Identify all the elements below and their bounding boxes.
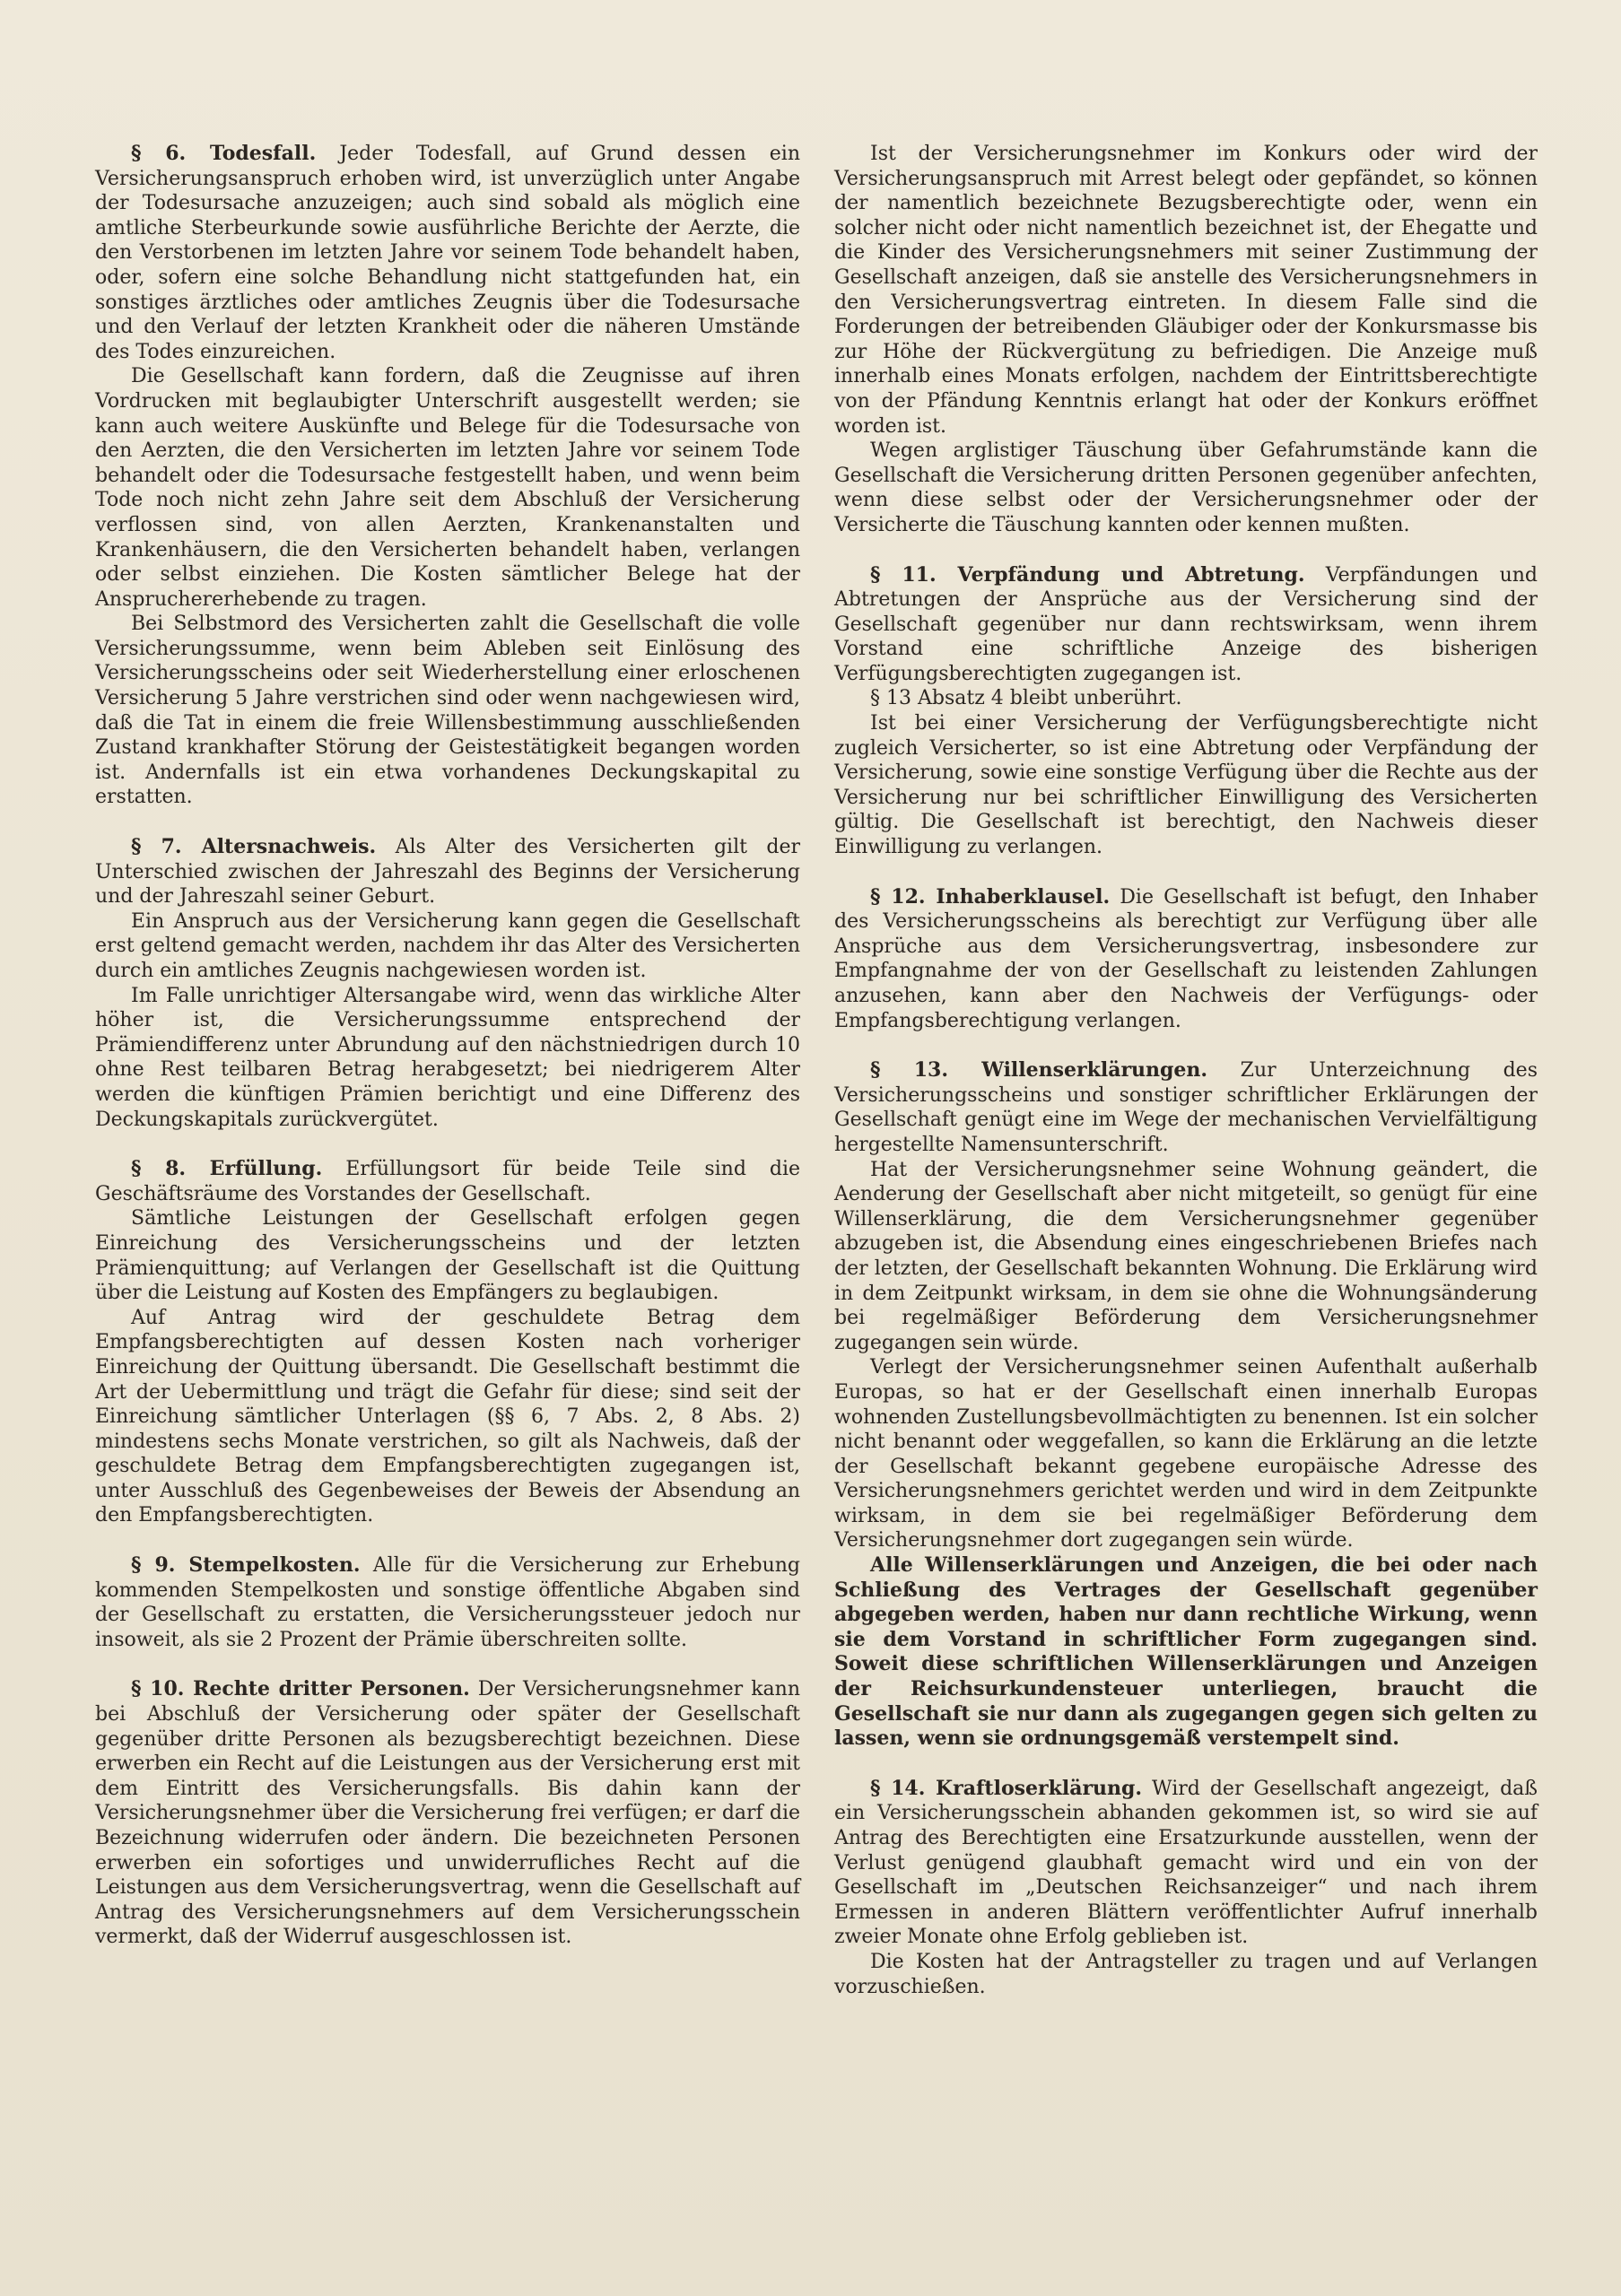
right-column bbox=[834, 142, 1538, 2012]
section-heading: § 13. Willenserklärungen. bbox=[870, 1058, 1208, 1083]
paragraph: Verpfändungen und Abtretungen der Ansprüche aus der Versicherung sind der Gesellschaft gegenüber nur dann rechtswirksam, wenn ihrem Vorstand eine schriftliche Anzeige des bisherigen Verfügungsberechtigten zugegangen ist. bbox=[834, 563, 1538, 685]
paragraph: Ist bei einer Versicherung der Verfügungsberechtigte nicht zugleich Versicherter, so ist eine Abtretung oder Verpfändung der Versicherung, sowie eine sonstige Verfügung über die Rechte aus der Versicherung nur bei schriftlicher Einwilligung des Versicherten gültig. Die Gesellschaft ist berechtigt, den Nachweis dieser Einwilligung zu verlangen. bbox=[834, 712, 1538, 859]
section-heading: § 14. Kraftloserklärung. bbox=[870, 1776, 1143, 1800]
section-10 bbox=[95, 1677, 800, 1950]
bold-paragraph: Alle Willenserklärungen und Anzeigen, die bei oder nach Schließung des Vertrages der Gesellschaft gegenüber abgegeben werden, haben nur dann rechtliche Wirkung, wenn sie dem Vorstand in schriftlicher Form zugegangen sind. Soweit diese schriftlichen Willenserklärungen und Anzeigen der Reichsurkundensteuer unterliegen, braucht die Gesellschaft sie nur dann als zugegangen gegen sich gelten zu lassen, wenn sie ordnungsgemäß verstempelt sind. bbox=[834, 1553, 1538, 1751]
section-8 bbox=[95, 1157, 800, 1528]
paragraph: Die Gesellschaft kann fordern, daß die Zeugnisse auf ihren Vordrucken mit beglaubigter Unterschrift ausgestellt werden; sie kann auch weitere Auskünfte und Belege für die Todesursache von den Aerzten, die den Versicherten im letzten Jahre vor seinem Tode behandelt oder die Todesursache festgestellt haben, und wenn beim Tode noch nicht zehn Jahre seit dem Abschluß der Versicherung verflossen sind, von allen Aerzten, Krankenanstalten und Krankenhäusern, die den Versicherten behandelt haben, verlangen oder selbst einziehen. Die Kosten sämtlicher Belege hat der Anspruchererhebende zu tragen. bbox=[95, 365, 800, 611]
section-heading: § 10. Rechte dritter Personen. bbox=[131, 1677, 470, 1701]
paragraph: Zur Unterzeichnung des Versicherungsscheins und sonstiger schriftlicher Erklärungen der Gesellschaft genügt eine im Wege der mechanischen Vervielfältigung hergestellte Namensunterschrift. bbox=[834, 1059, 1538, 1156]
paragraph: Als Alter des Versicherten gilt der Unterschied zwischen der Jahreszahl des Beginns der Versicherung und der Jahreszahl seiner Geburt. bbox=[95, 836, 800, 909]
section-9 bbox=[95, 1553, 800, 1652]
section-7 bbox=[95, 835, 800, 1132]
paragraph: Sämtliche Leistungen der Gesellschaft erfolgen gegen Einreichung des Versicherungsscheins und der letzten Prämienquittung; auf Verlangen der Gesellschaft ist die Quittung über die Leistung auf Kosten des Empfängers zu beglaubigen. bbox=[95, 1207, 800, 1305]
paragraph: Auf Antrag wird der geschuldete Betrag dem Empfangsberechtigten auf dessen Kosten nach vorheriger Einreichung der Quittung übersandt. Die Gesellschaft bestimmt die Art der Uebermittlung und trägt die Gefahr für diese; sind seit der Einreichung sämtlicher Unterlagen (§§ 6, 7 Abs. 2, 8 Abs. 2) mindestens sechs Monate verstrichen, so gilt als Nachweis, daß der geschuldete Betrag dem Empfangsberechtigten zugegangen ist, unter Ausschluß des Gegenbeweises der Beweis der Absendung an den Empfangsberechtigten. bbox=[95, 1306, 800, 1527]
paragraph: Der Versicherungsnehmer kann bei Abschluß der Versicherung oder später der Gesellschaft gegenüber dritte Personen als bezugsberechtigt bezeichnen. Diese erwerben ein Recht auf die Leistungen aus der Versicherung erst mit dem Eintritt des Versicherungsfalls. Bis dahin kann der Versicherungsnehmer über die Versicherung frei verfügen; er darf die Bezeichnung widerrufen oder ändern. Die bezeichneten Personen erwerben ein sofortiges und unwiderrufliches Recht auf die Leistungen aus dem Versicherungsvertrag, wenn die Gesellschaft auf Antrag des Versicherungsnehmers auf dem Versicherungsschein vermerkt, daß der Widerruf ausgeschlossen ist. bbox=[95, 1678, 800, 1949]
paragraph: Die Gesellschaft ist befugt, den Inhaber des Versicherungsscheins als berechtigt zur Verfügung über alle Ansprüche aus dem Versicherungsvertrag, insbesondere zur Empfangnahme der von der Gesellschaft zu leistenden Zahlungen anzusehen, kann aber den Nachweis der Verfügungs- oder Empfangsberechtigung verlangen. bbox=[834, 885, 1538, 1032]
paragraph: Erfüllungsort für beide Teile sind die Geschäftsräume des Vorstandes der Gesellschaft. bbox=[95, 1158, 800, 1205]
paragraph: § 13 Absatz 4 bleibt unberührt. bbox=[870, 687, 1182, 710]
paragraph: Verlegt der Versicherungsnehmer seinen Aufenthalt außerhalb Europas, so hat er der Gesellschaft einen innerhalb Europas wohnenden Zustellungsbevollmächtigten zu benennen. Ist ein solcher nicht benannt oder weggefallen, so kann die Erklärung an die letzte der Gesellschaft bekannt gegebene europäische Adresse des Versicherungsnehmers gerichtet werden und wird in dem Zeitpunkte wirksam, in dem sie bei regelmäßiger Beförderung dem Versicherungsnehmer dort zugegangen sein würde. bbox=[834, 1356, 1538, 1552]
section-13 bbox=[834, 1058, 1538, 1752]
section-heading: § 12. Inhaberklausel. bbox=[870, 884, 1111, 909]
section-heading: § 8. Erfüllung. bbox=[131, 1157, 323, 1181]
section-heading: § 7. Altersnachweis. bbox=[131, 835, 377, 859]
left-column bbox=[95, 142, 800, 1962]
section-14 bbox=[834, 1777, 1538, 1999]
section-heading: § 11. Verpfändung und Abtretung. bbox=[870, 562, 1305, 587]
paragraph: Alle für die Versicherung zur Erhebung kommenden Stempelkosten und sonstige öffentliche Abgaben sind der Gesellschaft zu erstatten, die Versicherungssteuer jedoch nur insoweit, als sie 2 Prozent der Prämie überschreiten sollte. bbox=[95, 1554, 801, 1651]
paragraph: Wird der Gesellschaft angezeigt, daß ein Versicherungsschein abhanden gekommen ist, so wird sie auf Antrag des Berechtigten eine Ersatzurkunde ausstellen, wenn der Verlust genügend glaubhaft gemacht wird und ein von der Gesellschaft im „Deutschen Reichsanzeiger“ und nach ihrem Ermessen in anderen Blättern veröffentlichter Aufruf innerhalb zweier Monate ohne Erfolg geblieben ist. bbox=[834, 1777, 1538, 1949]
paragraph: Die Kosten hat der Antragsteller zu tragen und auf Verlangen vorzuschießen. bbox=[834, 1950, 1538, 1998]
paragraph: Im Falle unrichtiger Altersangabe wird, wenn das wirkliche Alter höher ist, die Versicherungssumme entsprechend der Prämiendifferenz unter Abrundung auf den nächstniedrigen durch 10 ohne Rest teilbaren Betrag herabgesetzt; bei niedrigerem Alter werden die künftigen Prämien berichtigt und eine Differenz des Deckungskapitals zurückvergütet. bbox=[95, 984, 800, 1131]
section-heading: § 6. Todesfall. bbox=[131, 142, 317, 165]
section-heading: § 9. Stempelkosten. bbox=[131, 1553, 361, 1578]
paragraph: Ist der Versicherungsnehmer im Konkurs oder wird der Versicherungsanspruch mit Arrest belegt oder gepfändet, so können der namentlich bezeichnete Bezugsberechtigte oder, wenn ein solcher nicht oder nicht namentlich bezeichnet ist, der Ehegatte und die Kinder des Versicherungsnehmers mit seiner Zustimmung der Gesellschaft anzeigen, daß sie anstelle des Versicherungsnehmers in den Versicherungsvertrag eintreten. In diesem Falle sind die Forderungen der betreibenden Gläubiger oder der Konkursmasse bis zur Höhe der Rückvergütung zu befriedigen. Die Anzeige muß innerhalb eines Monats erfolgen, nachdem der Eintrittsberechtigte von der Pfändung Kenntnis erlangt hat oder der Konkurs eröffnet worden ist. bbox=[834, 143, 1538, 438]
paragraph: Ein Anspruch aus der Versicherung kann gegen die Gesellschaft erst geltend gemacht werden, nachdem ihr das Alter des Versicherten durch ein amtliches Zeugnis nachgewiesen worden ist. bbox=[95, 909, 800, 982]
section-6 bbox=[95, 142, 800, 810]
paragraph: Hat der Versicherungsnehmer seine Wohnung geändert, die Aenderung der Gesellschaft aber nicht mitgeteilt, so genügt für eine Willenserklärung, die dem Versicherungsnehmer gegenüber abzugeben ist, die Absendung eines eingeschriebenen Briefes nach der letzten, der Gesellschaft bekannten Wohnung. Die Erklärung wird in dem Zeitpunkt wirksam, in dem sie ohne die Wohnungsänderung bei regelmäßiger Beförderung dem Versicherungsnehmer zugegangen sein würde. bbox=[834, 1158, 1538, 1354]
section-11 bbox=[834, 563, 1538, 860]
section-10-continued bbox=[834, 142, 1538, 538]
section-12 bbox=[834, 885, 1538, 1034]
paragraph: Bei Selbstmord des Versicherten zahlt die Gesellschaft die volle Versicherungssumme, wenn beim Ableben seit Einlösung des Versicherungsscheins oder seit Wiederherstellung einer erloschenen Versicherung 5 Jahre verstrichen sind oder wenn nachgewiesen wird, daß die Tat in einem die freie Willensbestimmung ausschließenden Zustand krankhafter Störung der Geistestätigkeit begangen worden ist. Andernfalls ist ein etwa vorhandenes Deckungskapital zu erstatten. bbox=[95, 613, 800, 809]
paragraph: Wegen arglistiger Täuschung über Gefahrumstände kann die Gesellschaft die Versicherung dritten Personen gegenüber anfechten, wenn diese selbst oder der Versicherungsnehmer oder der Versicherte die Täuschung kannten oder kennen mußten. bbox=[834, 439, 1538, 536]
paragraph: Jeder Todesfall, auf Grund dessen ein Versicherungsanspruch erhoben wird, ist unverzüglich unter Angabe der Todesursache anzuzeigen; auch sind sobald als möglich eine amtliche Sterbeurkunde sowie ausführliche Berichte der Aerzte, die den Verstorbenen im letzten Jahre vor seinem Tode behandelt haben, oder, sofern eine solche Behandlung nicht stattgefunden hat, ein sonstiges ärztliches oder amtliches Zeugnis über die Todesursache und den Verlauf der letzten Krankheit oder die näheren Umstände des Todes einzureichen. bbox=[95, 143, 801, 363]
